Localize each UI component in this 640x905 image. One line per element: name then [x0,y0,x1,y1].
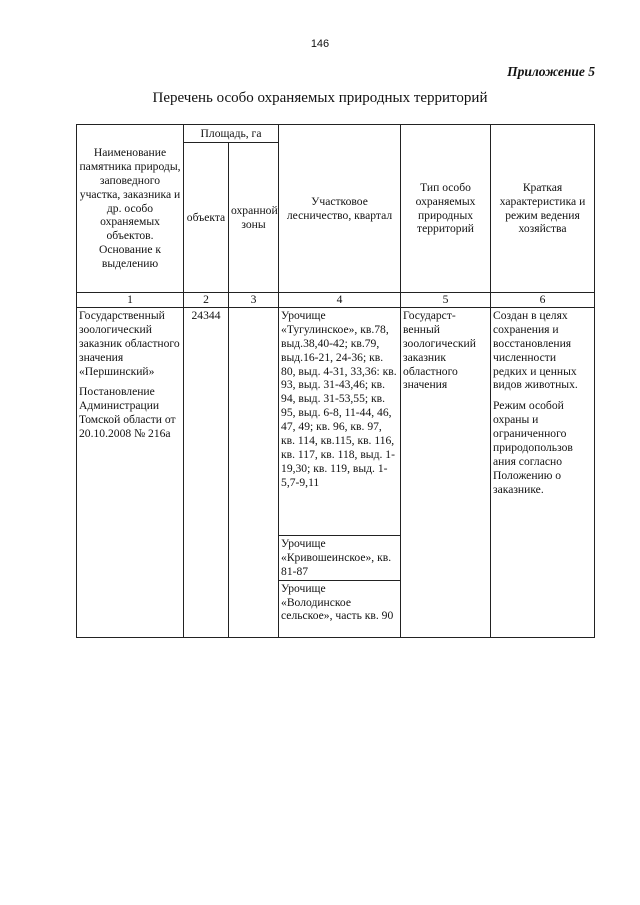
reserve-description: Создан в целях сохранения и восстановления численности редких и ценных видов животных. [493,308,578,392]
header-description: Краткая характеристика и режим ведения хозяйства [491,125,595,293]
column-number: 5 [401,293,491,308]
reserve-description-cell [491,307,595,637]
header-area: Площадь, га [184,125,279,143]
column-number: 4 [279,293,401,308]
reserve-name-cell [77,307,184,637]
header-forestry: Участковое лесничество, квартал [279,125,401,293]
header-area-buffer: охранной зоны [229,143,279,293]
area-buffer [229,307,279,637]
location-1: Урочище «Тугулинское», кв.78, выд.38,40-42; кв.79, выд.16-21, 24-36; кв. 80, выд. 4-31, 33,36: кв. 93, выд. 31-43,46; кв. 94, выд. 31-53,55; кв. 95, выд. 6-8, 11-44, 46, 47, 49; кв. 96, кв. 97, кв. 114, кв.115, кв. 116, кв. 117, кв. 118, выд. 1-19,30; кв. 119, выд. 1-5,7-9,11 [279,307,401,535]
area-object: 24344 [184,307,229,637]
reserve-type: Государст-венный зоологический заказник областного значения [401,307,491,535]
reserve-regime: Режим особой охраны и ограниченного природопользов ания согласно Положению о заказнике. [493,399,573,496]
location-3: Урочище «Володинское сельское», часть кв. 90 [279,580,401,637]
document-title: Перечень особо охраняемых природных территорий [152,90,488,106]
protected-areas-table [76,124,595,638]
reserve-basis: Постановление Администрации Томской области от 20.10.2008 № 216а [79,385,176,441]
column-number: 6 [491,293,595,308]
column-number: 1 [77,293,184,308]
location-2: Урочище «Кривошеинское», кв. 81-87 [279,535,401,580]
reserve-name: Государственный зоологический заказник областного значения «Першинский» [79,308,180,378]
appendix-label: Приложение 5 [507,64,595,79]
column-number: 2 [184,293,229,308]
header-area-object: объекта [184,143,229,293]
page-number: 146 [310,38,330,50]
column-number: 3 [229,293,279,308]
header-name: Наименование памятника природы, заповедного участка, заказника и др. особо охраняемых объектов. Основание к выделению [77,125,184,293]
header-type: Тип особо охраняемых природных территорий [401,125,491,293]
